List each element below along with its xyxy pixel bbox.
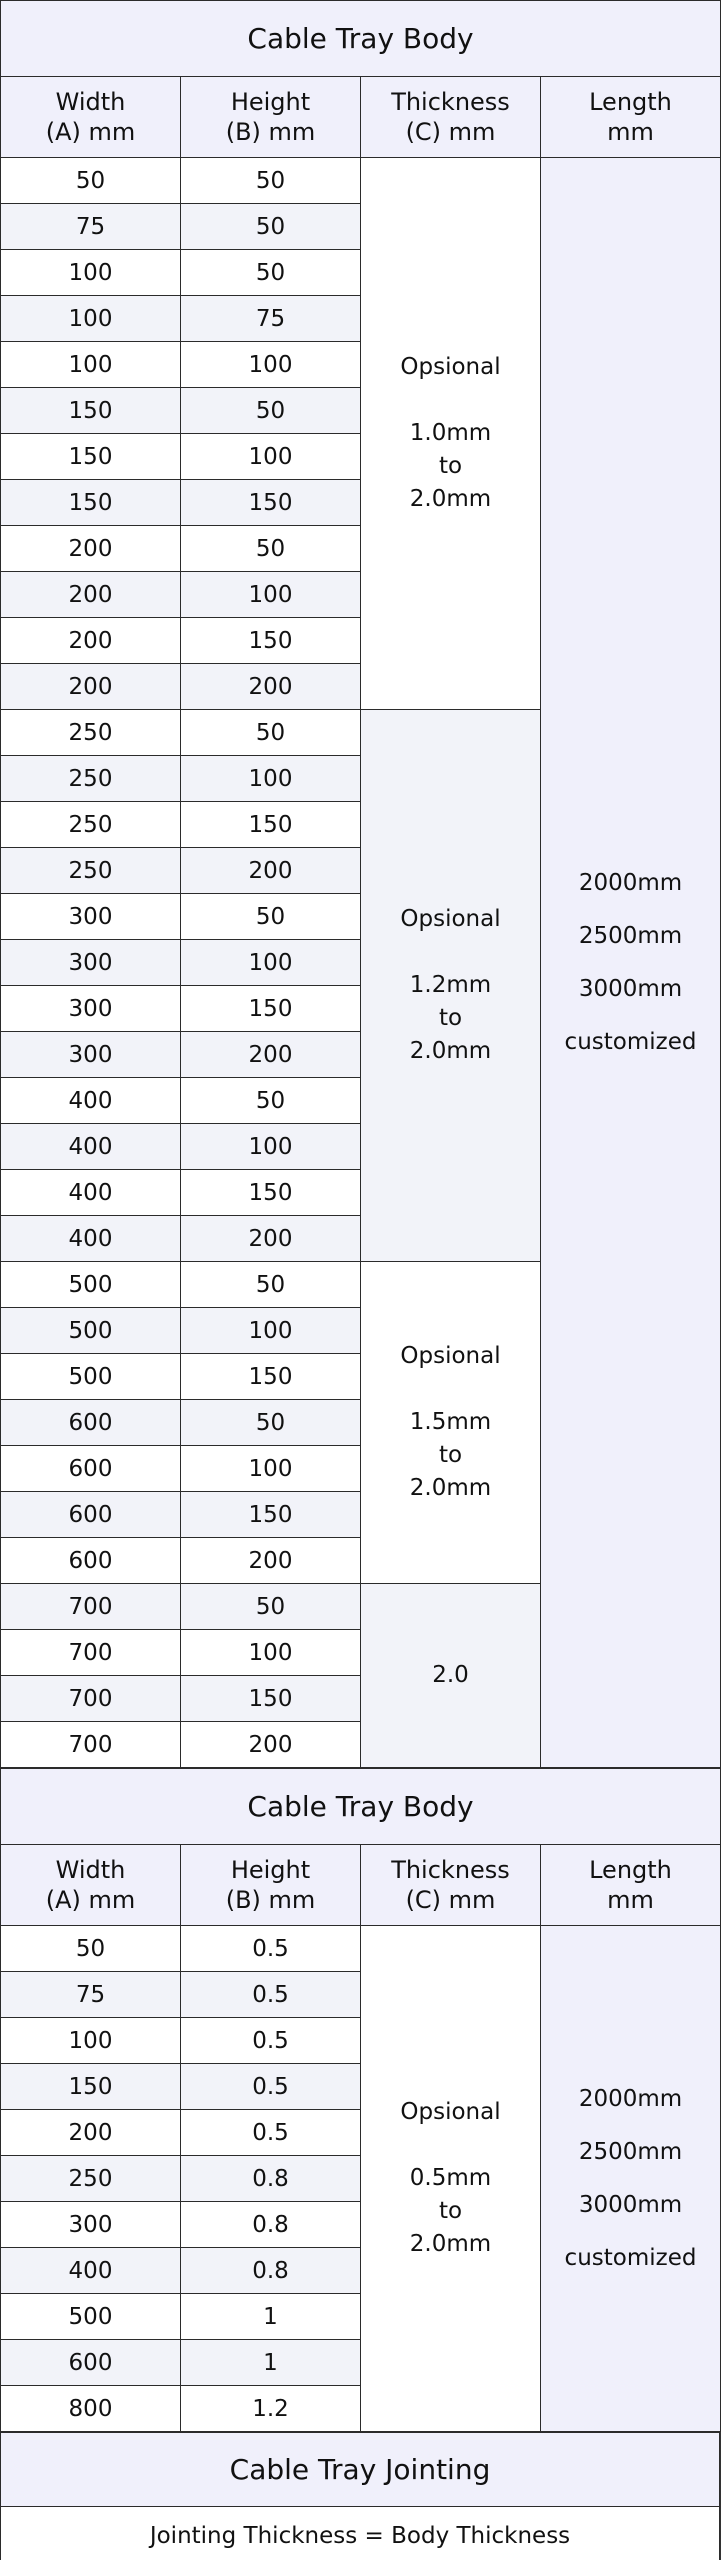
height-cell: 50 [181, 250, 361, 296]
width-cell: 300 [1, 894, 181, 940]
width-cell: 250 [1, 802, 181, 848]
thickness-min: 1.5mm [409, 1409, 492, 1435]
height-cell: 150 [181, 618, 361, 664]
width-cell: 500 [1, 2294, 181, 2340]
width-header-line1: Width [55, 88, 126, 116]
thickness-value: 2.0 [432, 1662, 469, 1688]
length-header-line1: Length [589, 1856, 672, 1884]
length-option: 2500mm [578, 922, 683, 949]
height-cell: 0.5 [181, 2110, 361, 2156]
thickness-option-label: Opsional [400, 354, 501, 380]
height-cell: 100 [181, 572, 361, 618]
width-cell: 400 [1, 1216, 181, 1262]
width-cell: 300 [1, 986, 181, 1032]
height-cell: 200 [181, 1216, 361, 1262]
width-cell: 300 [1, 940, 181, 986]
height-cell: 150 [181, 802, 361, 848]
width-cell: 250 [1, 756, 181, 802]
column-header-row [1, 1845, 721, 1926]
width-cell: 50 [1, 158, 181, 204]
width-header [1, 77, 181, 158]
width-header-line2: (A) mm [45, 1886, 136, 1914]
table-title-row [1, 1, 721, 77]
width-cell: 100 [1, 2018, 181, 2064]
width-cell: 200 [1, 664, 181, 710]
cable-tray-jointing-table [0, 2432, 720, 2560]
height-cell: 0.5 [181, 1972, 361, 2018]
column-header-row [1, 77, 721, 158]
jointing-title-row [1, 2433, 720, 2507]
jointing-note: Jointing Thickness = Body Thickness [1, 2507, 720, 2560]
length-option: customized [564, 2244, 697, 2271]
thickness-min: 1.0mm [409, 420, 492, 446]
height-cell: 1 [181, 2294, 361, 2340]
width-cell: 200 [1, 526, 181, 572]
height-header-line1: Height [230, 88, 311, 116]
width-header [1, 1845, 181, 1926]
height-cell: 75 [181, 296, 361, 342]
width-cell: 600 [1, 1492, 181, 1538]
spacer [361, 1373, 540, 1406]
width-cell: 700 [1, 1722, 181, 1768]
thickness-header-line2: (C) mm [405, 1886, 496, 1914]
height-cell: 1 [181, 2340, 361, 2386]
width-cell: 100 [1, 250, 181, 296]
height-cell: 50 [181, 526, 361, 572]
length-option: 2000mm [578, 2085, 683, 2112]
thickness-to-word: to [438, 1442, 463, 1468]
height-cell: 0.5 [181, 1926, 361, 1972]
width-cell: 400 [1, 2248, 181, 2294]
thickness-header-line2: (C) mm [405, 118, 496, 146]
thickness-min: 0.5mm [409, 2165, 492, 2191]
thickness-option-label: Opsional [400, 2099, 501, 2125]
width-cell: 75 [1, 204, 181, 250]
thickness-range-cell [361, 1926, 541, 2432]
height-cell: 1.2 [181, 2386, 361, 2432]
width-cell: 250 [1, 848, 181, 894]
height-cell: 150 [181, 1354, 361, 1400]
table-title: Cable Tray Body [1, 1, 721, 77]
thickness-header [361, 1845, 541, 1926]
height-cell: 0.8 [181, 2156, 361, 2202]
width-cell: 500 [1, 1354, 181, 1400]
thickness-to-word: to [438, 2198, 463, 2224]
height-cell: 50 [181, 204, 361, 250]
thickness-header-line1: Thickness [391, 88, 510, 116]
width-cell: 700 [1, 1584, 181, 1630]
length-option: 3000mm [578, 975, 683, 1002]
height-cell: 50 [181, 1078, 361, 1124]
thickness-max: 2.0mm [409, 486, 492, 512]
thickness-range-cell [361, 1262, 541, 1584]
height-cell: 0.8 [181, 2248, 361, 2294]
height-cell: 200 [181, 1032, 361, 1078]
length-options-cell [541, 158, 721, 1768]
thickness-option-label: Opsional [400, 906, 501, 932]
width-cell: 600 [1, 2340, 181, 2386]
width-cell: 200 [1, 572, 181, 618]
length-header-line1: Length [589, 88, 672, 116]
width-cell: 150 [1, 388, 181, 434]
jointing-note-row [1, 2507, 720, 2560]
height-cell: 100 [181, 1630, 361, 1676]
height-cell: 0.5 [181, 2018, 361, 2064]
thickness-to-word: to [438, 1005, 463, 1031]
height-cell: 200 [181, 1722, 361, 1768]
width-cell: 100 [1, 296, 181, 342]
width-header-line2: (A) mm [45, 118, 136, 146]
height-cell: 100 [181, 342, 361, 388]
width-cell: 200 [1, 618, 181, 664]
width-header-line1: Width [55, 1856, 126, 1884]
width-cell: 300 [1, 2202, 181, 2248]
height-header-line2: (B) mm [225, 1886, 316, 1914]
width-cell: 250 [1, 2156, 181, 2202]
height-cell: 100 [181, 434, 361, 480]
height-cell: 50 [181, 710, 361, 756]
height-header-line2: (B) mm [225, 118, 316, 146]
length-header-line2: mm [607, 1886, 654, 1914]
thickness-max: 2.0mm [409, 1038, 492, 1064]
width-cell: 50 [1, 1926, 181, 1972]
length-option: 2000mm [578, 869, 683, 896]
thickness-max: 2.0mm [409, 2231, 492, 2257]
width-cell: 600 [1, 1400, 181, 1446]
width-cell: 700 [1, 1676, 181, 1722]
length-option: customized [564, 1028, 697, 1055]
thickness-header [361, 77, 541, 158]
height-cell: 50 [181, 158, 361, 204]
width-cell: 75 [1, 1972, 181, 2018]
width-cell: 200 [1, 2110, 181, 2156]
width-cell: 250 [1, 710, 181, 756]
height-cell: 100 [181, 1124, 361, 1170]
width-cell: 400 [1, 1124, 181, 1170]
spacer [361, 384, 540, 417]
width-cell: 800 [1, 2386, 181, 2432]
height-cell: 200 [181, 1538, 361, 1584]
width-cell: 300 [1, 1032, 181, 1078]
table-row [1, 158, 721, 204]
height-header [181, 77, 361, 158]
height-cell: 50 [181, 1262, 361, 1308]
width-cell: 150 [1, 434, 181, 480]
table-row [1, 1926, 721, 1972]
width-cell: 700 [1, 1630, 181, 1676]
spacer [361, 2129, 540, 2162]
thickness-option-label: Opsional [400, 1343, 501, 1369]
height-cell: 50 [181, 1400, 361, 1446]
height-cell: 200 [181, 664, 361, 710]
width-cell: 600 [1, 1446, 181, 1492]
thickness-range-cell [361, 710, 541, 1262]
spacer [361, 936, 540, 969]
length-header [541, 77, 721, 158]
height-header-line1: Height [230, 1856, 311, 1884]
length-header-line2: mm [607, 118, 654, 146]
height-cell: 100 [181, 1308, 361, 1354]
thickness-header-line1: Thickness [391, 1856, 510, 1884]
thickness-max: 2.0mm [409, 1475, 492, 1501]
width-cell: 500 [1, 1262, 181, 1308]
height-cell: 100 [181, 940, 361, 986]
height-cell: 0.8 [181, 2202, 361, 2248]
height-cell: 150 [181, 1170, 361, 1216]
height-cell: 50 [181, 388, 361, 434]
length-header [541, 1845, 721, 1926]
height-cell: 50 [181, 894, 361, 940]
height-cell: 150 [181, 480, 361, 526]
length-option: 3000mm [578, 2191, 683, 2218]
height-cell: 150 [181, 1492, 361, 1538]
width-cell: 400 [1, 1170, 181, 1216]
height-cell: 50 [181, 1584, 361, 1630]
width-cell: 150 [1, 480, 181, 526]
height-cell: 100 [181, 1446, 361, 1492]
table-title-row [1, 1769, 721, 1845]
cable-tray-body-table-2 [0, 1768, 721, 2432]
height-cell: 100 [181, 756, 361, 802]
height-cell: 200 [181, 848, 361, 894]
height-header [181, 1845, 361, 1926]
width-cell: 400 [1, 1078, 181, 1124]
thickness-to-word: to [438, 453, 463, 479]
thickness-range-cell [361, 158, 541, 710]
width-cell: 100 [1, 342, 181, 388]
thickness-min: 1.2mm [409, 972, 492, 998]
height-cell: 0.5 [181, 2064, 361, 2110]
width-cell: 500 [1, 1308, 181, 1354]
jointing-title: Cable Tray Jointing [1, 2433, 720, 2507]
width-cell: 150 [1, 2064, 181, 2110]
length-options-cell [541, 1926, 721, 2432]
height-cell: 150 [181, 1676, 361, 1722]
thickness-range-cell [361, 1584, 541, 1768]
width-cell: 600 [1, 1538, 181, 1584]
length-option: 2500mm [578, 2138, 683, 2165]
table-title: Cable Tray Body [1, 1769, 721, 1845]
height-cell: 150 [181, 986, 361, 1032]
